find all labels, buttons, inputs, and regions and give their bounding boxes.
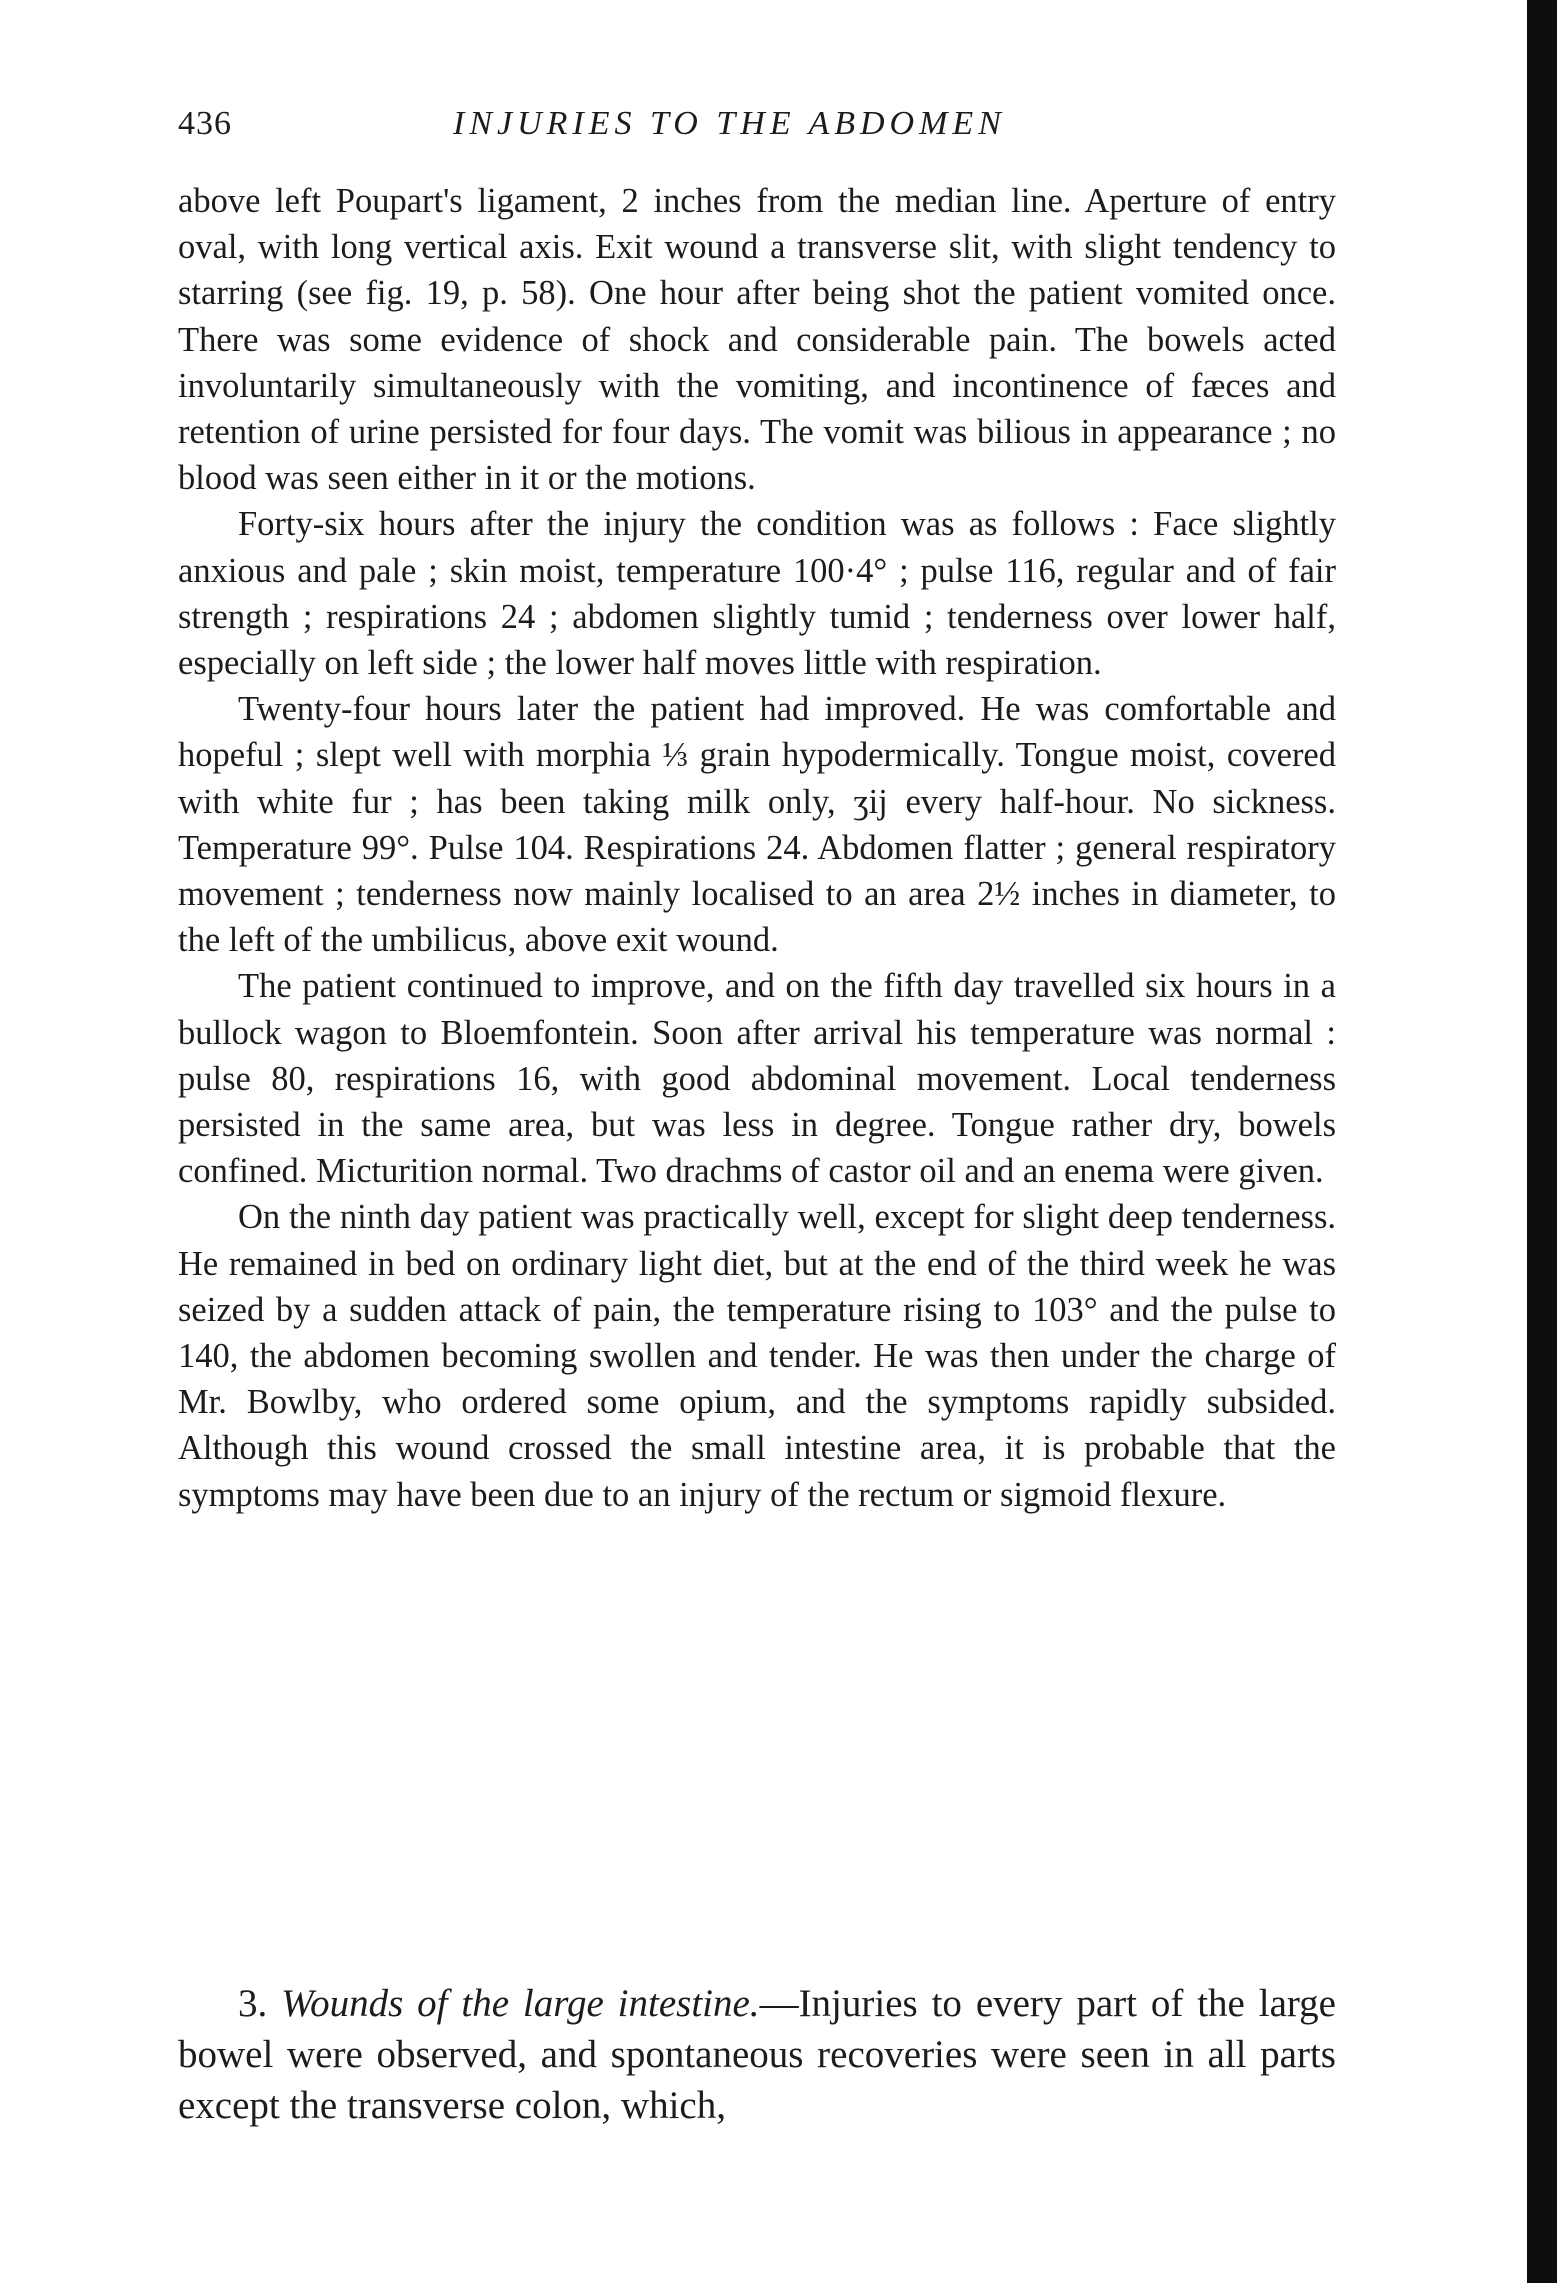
paragraph-1: above left Poupart's ligament, 2 inches from the median line. Aperture of entry oval, with long vertical axis. Exit wound a transverse slit, with slight tendency to starring (see fig. 19, p. 58). One hour after being shot the patient vomited once. There was some evidence of shock and considerable pain. The bowels acted involuntarily simultaneously with the vomiting, and incontinence of fæces and retention of urine persisted for four days. The vomit was bilious in appearance ; no blood was seen either in it or the motions.: [178, 182, 1336, 498]
section-title: Wounds of the large intestine.: [281, 1982, 760, 2025]
page-number: 436: [178, 105, 232, 142]
paragraph-5: On the ninth day patient was practically well, except for slight deep tenderness. He remained in bed on ordinary light diet, but at the end of the third week he was seized by a sudden attack of pain, the temperature rising to 103° and the pulse to 140, the abdomen becoming swollen and tender. He was then under the charge of Mr. Bowlby, who ordered some opium, and the symptoms rapidly subsided. Although this wound crossed the small intestine area, it is probable that the symptoms may have been due to an injury of the rectum or sigmoid flexure.: [178, 1198, 1336, 1514]
paragraph-3: Twenty-four hours later the patient had improved. He was comfortable and hopeful ; slept well with morphia ⅓ grain hypodermically. Tongue moist, covered with white fur ; has been taking milk only, ʒij every half-hour. No sickness. Temperature 99°. Pulse 104. Respirations 24. Abdomen flatter ; general respiratory movement ; tenderness now mainly localised to an area 2½ inches in diameter, to the left of the umbilicus, above exit wound.: [178, 690, 1336, 960]
section-number: 3.: [238, 1982, 268, 2025]
page-edge-shadow: [1527, 0, 1557, 2283]
section-body: —Injuries to every part of the large bowel were observed, and spontaneous recoveries were seen in all parts except the transverse colon, which,: [178, 1982, 1336, 2127]
section-paragraph: [178, 1978, 1336, 2131]
paragraph-2: Forty-six hours after the injury the condition was as follows : Face slightly anxious and pale ; skin moist, temperature 100·4° ; pulse 116, regular and of fair strength ; respirations 24 ; abdomen slightly tumid ; tenderness over lower half, especially on left side ; the lower half moves little with respiration.: [178, 505, 1336, 683]
running-title: INJURIES TO THE ABDOMEN: [453, 105, 1006, 142]
paragraph-4: The patient continued to improve, and on the fifth day travelled six hours in a bullock wagon to Bloemfontein. Soon after arrival his temperature was normal : pulse 80, respirations 16, with good abdominal movement. Local tenderness persisted in the same area, but was less in degree. Tongue rather dry, bowels confined. Micturition normal. Two drachms of castor oil and an enema were given.: [178, 967, 1336, 1191]
body-text: [178, 178, 1336, 1518]
page-header: [178, 105, 1336, 155]
section-3: [178, 1978, 1336, 2131]
